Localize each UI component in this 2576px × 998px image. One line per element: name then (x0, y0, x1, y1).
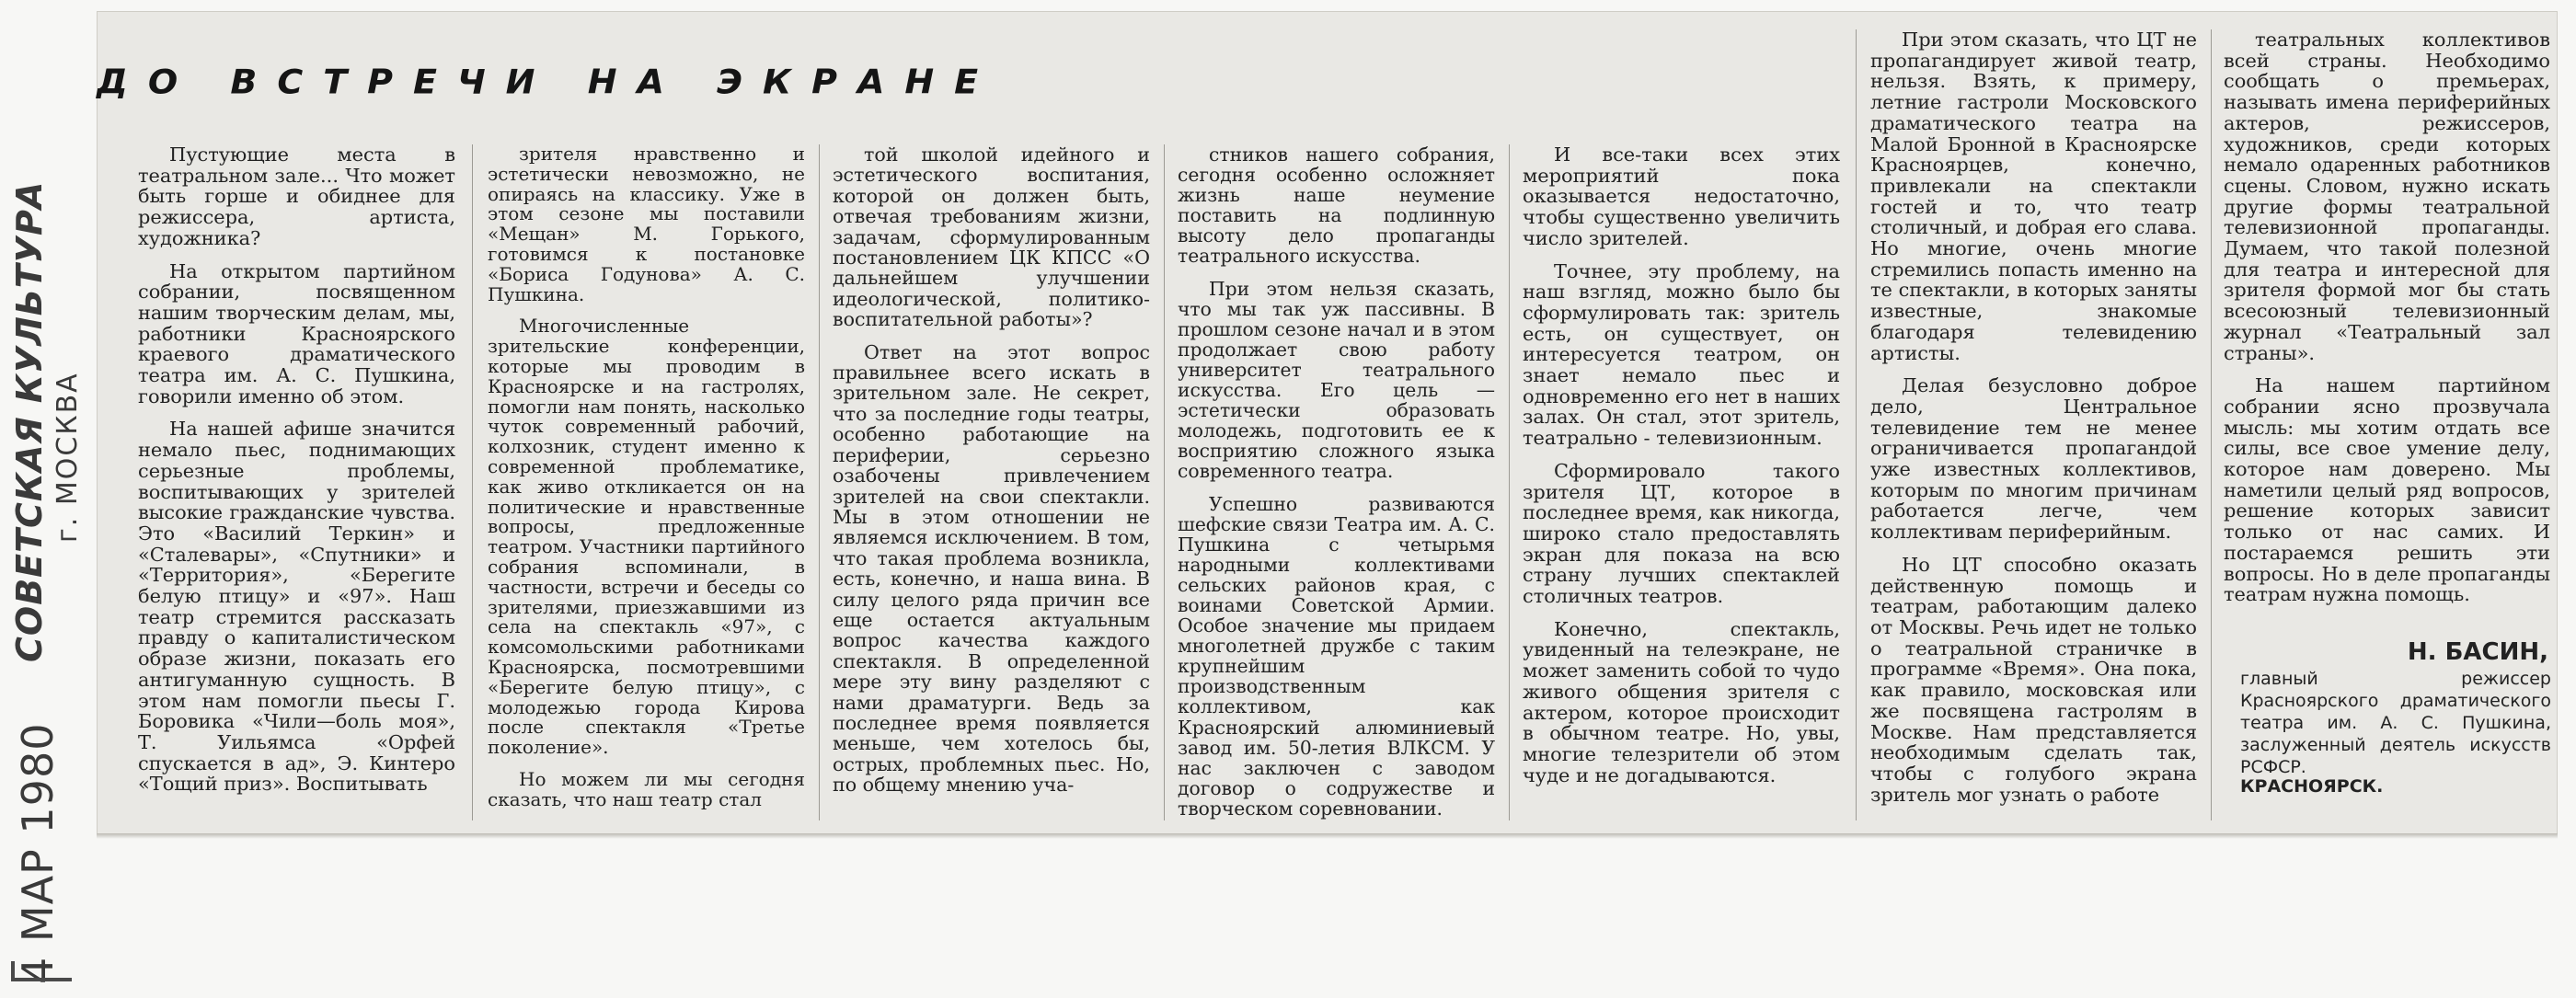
paragraph: При этом сказать, что ЦТ не пропагандирует живой театр, нельзя. Взять, к примеру, летние гастроли Московского драматического театра на Малой Бронной в Красноярске Красноярцев, конечно, привлекали на спектакли гостей и то, что театр столичный, и добрая его слава. Но многие, очень многие стремились попасть именно на те спектакли, в которых заняты известные, знакомые благодаря телевидению артисты. (1870, 29, 2197, 364)
newspaper-stamp: СОВЕТСКАЯ КУЛЬТУРА (9, 180, 50, 662)
article-column-6 (1870, 29, 2197, 820)
corner-mark (11, 961, 72, 981)
column-rule (819, 144, 820, 820)
headline: ДО ВСТРЕЧИ НА ЭКРАНЕ (97, 63, 999, 101)
column-rule (1164, 144, 1165, 820)
paragraph: стников нашего собрания, сегодня особенно осложняет жизнь наше неумение поставить на подлинную высоту дело пропаганды театрального искусства. (1178, 144, 1495, 268)
paragraph: театральных коллективов всей страны. Необходимо сообщать о премьерах, называть имена периферийных актеров, режиссеров, художников, среди которых немало одаренных работников сцены. Словом, нужно искать другие формы театральной телевизионной пропаганды. Думаем, что такой полезной для театра и интересной для зрителя формой мог бы стать всесоюзный телевизионный журнал «Театральный зал страны». (2224, 29, 2550, 364)
paragraph: той школой идейного и эстетического воспитания, которой он должен быть, отвечая требованиям жизни, задачам, сформулированным постановлением ЦК КПСС «О дальнейшем улучшении идеологической, политико-воспитательной работы»? (833, 144, 1150, 331)
article-column-3 (833, 144, 1150, 820)
clipping-edge (97, 833, 2558, 839)
article-column-5 (1523, 144, 1840, 820)
paragraph: Пустующие места в театральном зале... Что может быть горше и обиднее для режиссера, артиста, художника? (138, 144, 455, 249)
paragraph: И все-таки всех этих мероприятий пока оказывается недостаточно, чтобы существенно увеличить число зрителей. (1523, 144, 1840, 249)
column-rule (1509, 144, 1510, 820)
paragraph: На нашей афише значится немало пьес, поднимающих серьезные проблемы, воспитывающих у зрителей высокие гражданские чувства. Это «Василий Теркин» и «Сталевары», «Спутники» и «Территория», «Берегите белую птицу» и «97». Наш театр стремится рассказать правду о капиталистическом образе жизни, показать его антигуманную сущность. В этом нам помогли пьесы Г. Боровика «Чили—боль моя», Т. Уильямса «Орфей спускается в ад», Э. Кинтеро «Тощий приз». Воспитывать (138, 418, 455, 796)
paragraph: На открытом партийном собрании, посвященном нашим творческим делам, мы, работники Красноярского краевого драматического театра им. А. С. Пушкина, говорили именно об этом. (138, 259, 455, 407)
paragraph: Но ЦТ способно оказать действенную помощь и театрам, работающим далеко от Москвы. Речь идет не только о театральной страничке в программе «Время». Она пока, как правило, московская или же посвящена гастролям в Москве. Нам представляется необходимым сделать так, чтобы с голубого экрана зритель мог узнать о работе (1870, 553, 2197, 806)
paragraph: Но можем ли мы сегодня сказать, что наш театр стал (488, 767, 805, 810)
article-column-2 (488, 144, 805, 820)
article-column-7 (2224, 29, 2550, 632)
paragraph: При этом нельзя сказать, что мы так уж пассивны. В прошлом сезоне начал и в этом продолжает свою работу университет театрального искусства. Его цель — эстетически образовать молодежь, подготовить ее к восприятию сложного языка современного театра. (1178, 277, 1495, 483)
paragraph: Делая безусловно доброе дело, Центральное телевидение тем не менее ограничивается пропагандой уже известных коллективов, которым по многим причинам работается легче, чем коллективам периферийным. (1870, 374, 2197, 544)
newspaper-clipping (97, 11, 2558, 834)
column-rule (2211, 29, 2212, 820)
author-name: Н. БАСИН, (2407, 638, 2548, 666)
column-rule (1856, 29, 1857, 820)
paragraph: На нашем партийном собрании ясно прозвучала мысль: мы хотим отдать все силы, все свое умение делу, которое нам доверено. Мы наметили целый ряд вопросов, решение которых зависит только от нас самих. И постараемся решить эти вопросы. Но в деле пропаганды театрам нужна помощь. (2224, 374, 2550, 606)
paragraph: Многочисленные зрительские конференции, которые мы проводим в Красноярске и на гастролях, помогли нам понять, насколько чуток современный рабочий, колхозник, студент именно к современной проблематике, как живо откликается он на политические и нравственные вопросы, предложенные театром. Участники партийного собрания вспоминали, в частности, встречи и беседы со зрителями, приезжавшими из села на спектакль «97», с комсомольскими работниками Красноярска, посмотревшими «Берегите белую птицу», с молодежью города Кирова после спектакля «Третье поколение». (488, 315, 805, 759)
city-stamp: г. МОСКВА (52, 372, 84, 543)
paragraph: Ответ на этот вопрос правильнее всего искать в зрительном зале. Не секрет, что за последние годы театры, особенно работающие на периферии, серьезно озабочены привлечением зрителей на свои спектакли. Мы в этом отношении не являемся исключением. В том, что такая проблема возникла, есть, конечно, и наша вина. В силу целого ряда причин все еще остается актуальным вопрос качества каждого спектакля. В определенной мере эту вину разделяют с нами драматурги. Ведь за последнее время появляется меньше, чем хотелось бы, острых, проблемных пьес. Но, по общему мнению уча- (833, 340, 1150, 797)
paragraph: Точнее, эту проблему, на наш взгляд, можно было бы сформулировать так: зритель есть, он существует, он интересуется театром, он знает немало пьес и одновременно его нет в наших залах. Он стал, этот зритель, театрально - телевизионным. (1523, 259, 1840, 450)
dateline-city: КРАСНОЯРСК. (2240, 776, 2384, 797)
author-title: главный режиссер Красноярского драматического театра им. А. С. Пушкина, заслуженный деятель искусств РСФСР. (2240, 669, 2551, 777)
paragraph: Сформировало такого зрителя ЦТ, которое в последнее время, как никогда, широко стало предоставлять экран для показа на всю страну лучших спектаклей столичных театров. (1523, 459, 1840, 608)
paragraph: Конечно, спектакль, увиденный на телеэкране, не может заменить собой то чудо живого общения зрителя с актером, которое происходит в обычном театре. Но, увы, многие телезрители об этом чуде и не догадываются. (1523, 617, 1840, 786)
article-column-1 (138, 144, 455, 820)
paragraph: зрителя нравственно и эстетически невозможно, не опираясь на классику. Уже в этом сезоне мы поставили «Мещан» М. Горького, готовимся к постановке «Бориса Годунова» А. С. Пушкина. (488, 144, 805, 305)
column-rule (472, 144, 473, 820)
date-stamp: 4 МАР 1980 (13, 722, 63, 984)
article-column-4 (1178, 144, 1495, 820)
paragraph: Успешно развиваются шефские связи Театра им. А. С. Пушкина с четырьмя народными коллективами сельских районов края, с воинами Советской Армии. Особое значение мы придаем многолетней дружбе с таким крупнейшим производственным коллективом, как Красноярский алюминиевый завод им. 50-летия ВЛКСМ. У нас заключен с заводом договор о содружестве и творческом соревновании. (1178, 492, 1495, 820)
